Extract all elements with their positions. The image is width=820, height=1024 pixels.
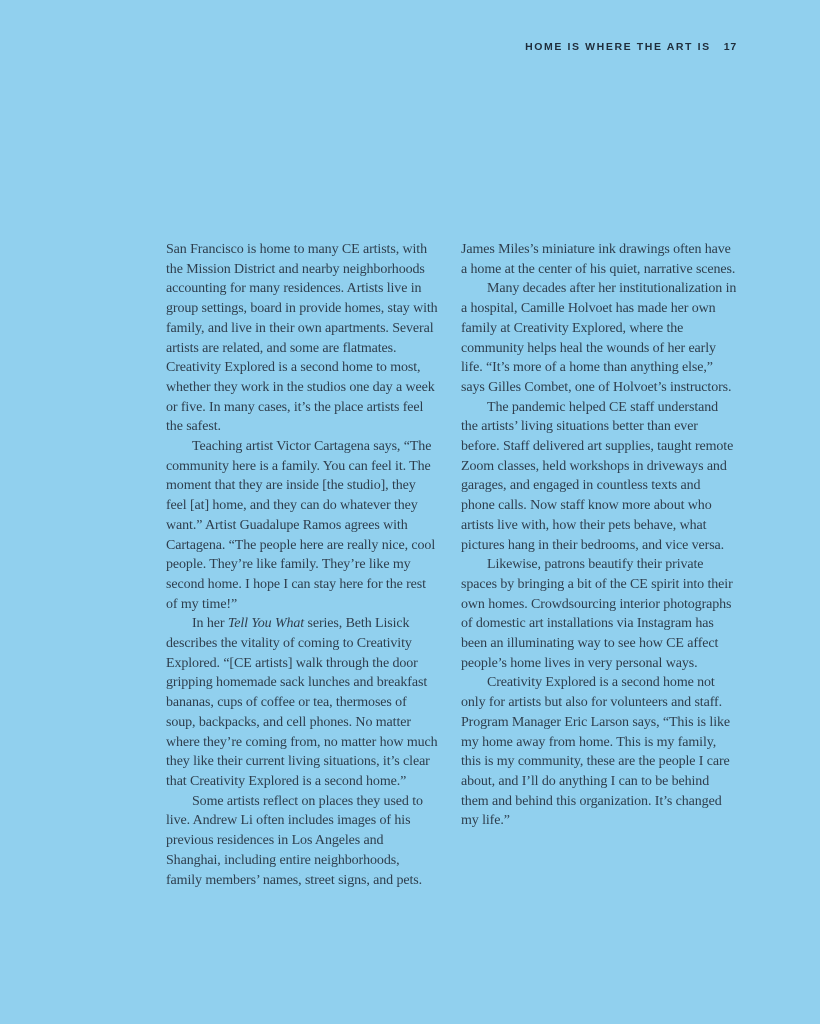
running-header bbox=[0, 41, 737, 53]
running-header-title: HOME IS WHERE THE ART IS bbox=[525, 41, 711, 53]
paragraph: San Francisco is home to many CE artists, with the Mission District and nearby neighborhoods accounting for many residences. Artists live in group settings, board in provide homes, stay with family, and live in their own apartments. Several artists are related, and some are flatmates. Creativity Explored is a second home to most, whether they work in the studios one day a week or five. In many cases, it’s the place artists feel the safest. bbox=[166, 242, 438, 435]
left-column bbox=[166, 240, 438, 890]
paragraph: Teaching artist Victor Cartagena says, “The community here is a family. You can feel it. The moment that they are inside [the studio], they feel [at] home, and they can do whatever they want.” Artist Guadalupe Ramos agrees with Cartagena. “The people here are really nice, cool people. They’re like family. They’re like my second home. I hope I can stay here for the rest of my time!” bbox=[166, 439, 436, 612]
paragraph: James Miles’s miniature ink drawings often have a home at the center of his quiet, narrative scenes. bbox=[461, 242, 736, 277]
paragraph bbox=[166, 614, 438, 791]
right-column bbox=[461, 240, 737, 890]
paragraph-text: In her bbox=[192, 616, 228, 632]
paragraph: Some artists reflect on places they used to live. Andrew Li often includes images of his previous residences in Los Angeles and Shanghai, including entire neighborhoods, family members’ names, street signs, and pets. bbox=[166, 793, 423, 888]
paragraph: Likewise, patrons beautify their private spaces by bringing a bit of the CE spirit into their own homes. Crowdsourcing interior photographs of domestic art installations via Instagram has been an illuminating way to see how CE affect people’s home lives in very personal ways. bbox=[461, 557, 733, 671]
paragraph-text: series, Beth Lisick describes the vitality of coming to Creativity Explored. “[CE artists] walk through the door gripping homemade sack lunches and breakfast bananas, cups of coffee or tea, thermoses of soup, backpacks, and cell phones. No matter where they’re coming from, no matter how much they like their current living situations, it’s clear that Creativity Explored is a second home.” bbox=[166, 616, 438, 789]
paragraph: Creativity Explored is a second home not only for artists but also for volunteers and staff. Program Manager Eric Larson says, “This is like my home away from home. This is my family, this is my community, these are the people I care about, and I’ll do anything I can to be behind them and behind this organization. It’s changed my life.” bbox=[461, 675, 731, 829]
book-title-italic: Tell You What bbox=[227, 616, 305, 632]
paragraph: The pandemic helped CE staff understand the artists’ living situations better than ever before. Staff delivered art supplies, taught remote Zoom classes, held workshops in driveways and garages, and engaged in countless texts and phone calls. Now staff know more about who artists live with, how their pets behave, what pictures hang in their bedrooms, and vice versa. bbox=[461, 399, 734, 553]
text-columns bbox=[166, 240, 737, 890]
paragraph: Many decades after her institutionalization in a hospital, Camille Holvoet has made her own family at Creativity Explored, where the community helps heal the wounds of her early life. “It’s more of a home than anything else,” says Gilles Combet, one of Holvoet’s instructors. bbox=[461, 281, 737, 395]
page-number: 17 bbox=[723, 41, 737, 53]
